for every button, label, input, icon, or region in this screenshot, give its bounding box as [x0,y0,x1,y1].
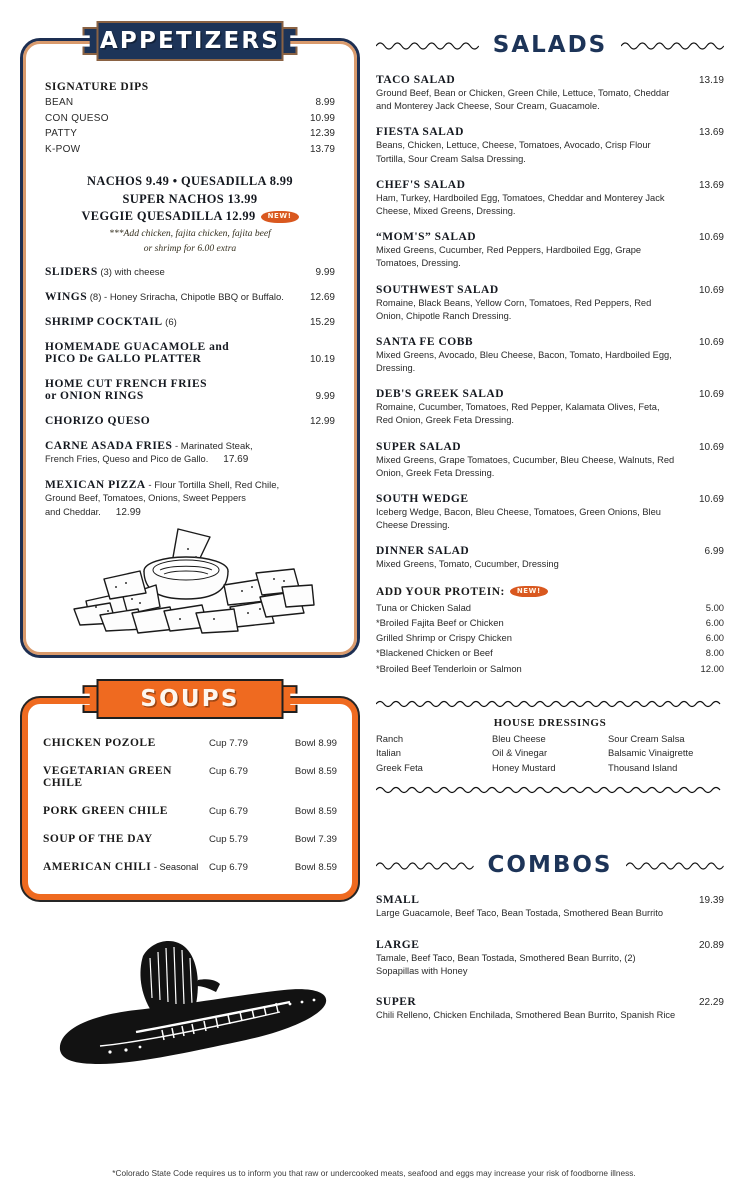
nachos-illustration-wrap [45,523,335,641]
item-subtitle: (8) - Honey Sriracha, Chipotle BBQ or Buffalo. [87,291,284,303]
dressing-item: Oil & Vinegar [492,747,548,759]
appetizers-ribbon [83,21,298,61]
item-name: SOUTH WEDGE [376,493,469,505]
protein-price: 6.00 [705,616,724,628]
soup-bowl-price: Bowl 8.99 [294,738,337,750]
menu-item [376,179,724,218]
item-name: SOUTHWEST SALAD [376,283,499,296]
soup-cup-price: Cup 6.79 [209,766,248,778]
item-description: Large Guacamole, Beef Taco, Bean Tostada, Smothered Bean Burrito [376,908,664,919]
item-price: 6.99 [704,546,724,558]
item-description: Mixed Greens, Grape Tomatoes, Cucumber, Bleu Cheese, Walnuts, Red Onion, Greek Feta Dressing. [376,454,675,478]
item-price: 12.69 [309,291,335,303]
appetizers-box [20,28,360,658]
item-description: Tamale, Beef Taco, Bean Tostada, Smothered Bean Burrito, (2) Sopapillas with Honey [376,952,636,976]
soup-row [43,833,337,845]
item-price: 17.69 [223,453,249,465]
item-description: Beans, Chicken, Lettuce, Cheese, Tomatoes, Avocado, Crisp Flour Tortilla, Sour Cream Salsa Dressing. [376,140,651,164]
item-name-wrap [45,316,295,328]
protein-row [376,615,724,630]
menu-item [376,493,724,532]
appetizers-section [20,28,360,658]
soups-title: SOUPS [140,686,240,713]
item-name: “MOM'S” SALAD [376,231,477,244]
soup-bowl-price: Bowl 8.59 [294,766,337,778]
item-name: CHORIZO QUESO [45,414,151,427]
item-price: 20.89 [698,939,724,951]
item-description: Mixed Greens, Cucumber, Red Peppers, Hardboiled Egg, Grape Tomatoes, Dressing. [376,245,642,269]
right-column [376,0,724,1035]
item-name: HOME CUT FRENCH FRIES [45,377,208,390]
item-name: LARGE [376,938,420,951]
menu-item [45,316,335,328]
soup-name: VEGETARIAN GREEN CHILE [43,765,172,790]
dip-name: BEAN [45,97,74,108]
soup-name: SOUP OF THE DAY [43,833,153,846]
dip-price: 8.99 [315,97,335,108]
item-subtitle: - Flour Tortilla Shell, Red Chile, [145,479,280,491]
soup-cup-price: Cup 5.79 [209,834,248,846]
item-name: SUPER SALAD [376,440,462,453]
house-dressings-heading: HOUSE DRESSINGS [493,716,607,729]
dressing-item: Ranch [376,732,404,744]
menu-item [45,341,335,365]
wave-rule-top [376,698,724,708]
item-price: 15.29 [309,316,335,328]
nachos-block [45,173,335,256]
item-subtitle: (3) with cheese [97,266,165,278]
ribbon-body [97,679,284,719]
nachos-note-1: ***Add chicken, fajita chicken, fajita beef [109,227,271,239]
soup-cup-price: Cup 6.79 [209,862,248,874]
salads-section [376,32,724,794]
house-dressings-grid [376,732,724,776]
ribbon-body [97,21,284,61]
new-badge: NEW! [261,211,299,223]
item-name-wrap [45,440,335,452]
dressing-item: Sour Cream Salsa [608,732,685,744]
wave-decoration-right [621,39,724,51]
dressing-item: Greek Feta [376,761,423,773]
item-price: 10.69 [698,336,724,348]
soups-ribbon [83,679,298,719]
soup-name-wrap [43,861,209,873]
item-subtitle: - Marinated Steak, [172,440,253,452]
item-subtitle: (6) [162,316,177,328]
menu-item [45,378,335,402]
menu-item [376,939,724,978]
item-name: SUPER [376,996,417,1009]
item-price: 10.69 [698,389,724,401]
protein-row [376,661,724,676]
menu-item [376,545,724,571]
item-price: 9.99 [315,266,335,278]
nachos-line-3-wrap [45,208,335,226]
soup-cup-price: Cup 7.79 [209,738,248,750]
item-name: SLIDERS [45,265,98,278]
menu-item [45,291,335,303]
add-protein-heading: ADD YOUR PROTEIN: [376,585,505,598]
dip-price: 13.79 [309,143,335,155]
dip-row [45,126,335,142]
menu-item [376,894,724,920]
item-price: 13.69 [698,127,724,139]
item-price: 10.69 [698,232,724,244]
dip-name: PATTY [45,128,78,139]
soup-name-wrap [43,765,209,789]
soup-name: AMERICAN CHILI [43,861,152,874]
menu-item [376,388,724,427]
menu-item [376,284,724,323]
protein-price: 5.00 [705,601,724,613]
menu-item [376,74,724,113]
protein-row [376,645,724,660]
menu-item [376,231,724,270]
item-price: 19.39 [698,895,724,907]
item-description: Chili Relleno, Chicken Enchilada, Smothered Bean Burrito, Spanish Rice [376,1010,676,1021]
dressing-item: Honey Mustard [492,761,556,773]
menu-item [45,479,335,519]
item-name: DEB'S GREEK SALAD [376,388,505,401]
soup-name-wrap [43,833,209,845]
combos-header [376,852,724,878]
appetizers-content [23,41,357,655]
soup-row [43,861,337,873]
wave-decoration-left [376,859,474,871]
item-name: SANTA FE COBB [376,335,474,348]
nachos-note-2: or shrimp for 6.00 extra [143,242,237,254]
protein-price: 8.00 [705,647,724,659]
item-name: HOMEMADE GUACAMOLE and [45,340,230,353]
item-price: 13.69 [698,179,724,191]
item-description: Ground Beef, Tomatoes, Onions, Sweet Peppers [45,492,246,503]
add-protein-group [376,586,724,676]
soups-box [20,686,360,902]
item-name: CARNE ASADA FRIES [45,439,173,452]
wave-decoration-right [626,859,724,871]
wave-decoration-left [376,39,479,51]
nachos-line-2: SUPER NACHOS 13.99 [122,191,258,206]
menu-item [376,996,724,1022]
protein-name: *Broiled Fajita Beef or Chicken [376,616,504,628]
protein-name: *Blackened Chicken or Beef [376,647,493,659]
dip-price: 12.39 [309,128,335,139]
item-price: 10.69 [698,284,724,296]
menu-item [376,336,724,375]
menu-item [376,126,724,165]
house-dressings-group [376,698,724,795]
soup-row [43,805,337,817]
sombrero-hat-illustration [40,928,340,1088]
item-description: Mixed Greens, Tomato, Cucumber, Dressing [376,559,559,570]
item-name-wrap [45,266,295,278]
add-protein-heading-wrap [376,586,724,598]
sombrero-illustration-wrap [20,928,360,1088]
item-name: FIESTA SALAD [376,126,464,139]
item-description: Romaine, Black Beans, Yellow Corn, Tomatoes, Red Peppers, Red Onion, Chipotle Ranch Dressing. [376,297,652,321]
new-badge: NEW! [510,586,548,598]
ribbon-tail-right [282,685,298,713]
item-name: PICO De GALLO PLATTER [45,352,202,365]
dressing-item: Thousand Island [608,761,678,773]
item-price: 10.19 [309,353,335,365]
soups-section [20,686,360,902]
dressings-column-1 [376,732,492,776]
item-name: CHEF'S SALAD [376,178,466,191]
item-price: 12.99 [115,507,141,519]
item-price: 9.99 [315,390,335,402]
combos-section [376,852,724,1022]
appetizers-title: APPETIZERS [99,28,281,54]
dip-row [45,95,335,111]
soup-subtitle: - Seasonal [151,862,199,873]
item-name: WINGS [45,290,88,303]
protein-row [376,600,724,615]
signature-dips-group [45,81,335,157]
item-name-wrap [45,479,335,491]
soup-name-wrap [43,805,209,817]
item-description: Ham, Turkey, Hardboiled Egg, Tomatoes, Cheddar and Monterey Jack Cheese, Mixed Greens, Dressing. [376,192,665,216]
soup-bowl-price: Bowl 7.39 [294,834,337,846]
item-name: or ONION RINGS [45,389,144,402]
soup-row [43,765,337,789]
soup-bowl-price: Bowl 8.59 [294,862,337,874]
item-price: 22.29 [698,997,724,1009]
combos-title: COMBOS [487,852,613,879]
menu-item [45,440,335,466]
protein-price: 6.00 [705,632,724,644]
salads-header [376,32,724,58]
soup-cup-price: Cup 6.79 [209,806,248,818]
salads-title: SALADS [492,32,608,58]
item-price: 10.69 [698,441,724,453]
item-description: Ground Beef, Bean or Chicken, Green Chile, Lettuce, Tomato, Cheddar and Monterey Jack Cheese, Sour Cream, Guacamole. [376,88,670,112]
dip-name: CON QUESO [45,112,109,124]
soup-name-wrap [43,737,209,749]
item-name: DINNER SALAD [376,545,470,558]
nachos-with-queso-illustration [60,523,320,641]
signature-dips-heading: SIGNATURE DIPS [45,81,149,93]
dip-row [45,142,335,158]
protein-row [376,630,724,645]
ribbon-tail-right [282,27,298,55]
item-name: SMALL [376,894,420,907]
menu-item [376,441,724,480]
protein-price: 12.00 [700,662,724,674]
dip-row [45,111,335,127]
item-price: 12.99 [309,415,335,427]
dressings-column-3 [608,732,724,776]
dressings-column-2 [492,732,608,776]
item-price: 10.69 [698,494,724,505]
nachos-line-3: VEGGIE QUESADILLA 12.99 [81,209,256,224]
protein-name: Tuna or Chicken Salad [376,601,472,613]
dip-name: K-POW [45,143,81,155]
protein-name: *Broiled Beef Tenderloin or Salmon [376,662,522,674]
footer-disclaimer: *Colorado State Code requires us to inform you that raw or undercooked meats, seafood and eggs may increase your risk of foodborne illness. [112,1168,636,1178]
item-name-wrap [45,291,295,303]
item-description: French Fries, Queso and Pico de Gallo. [45,453,209,464]
item-description-last-line: and Cheddar. [45,507,101,518]
left-column [20,0,360,1088]
wave-rule-bottom [376,784,724,794]
soup-name: CHICKEN POZOLE [43,737,156,750]
soup-bowl-price: Bowl 8.59 [294,806,337,818]
menu-item [45,415,335,427]
item-name: SHRIMP COCKTAIL [45,315,163,328]
item-description: Romaine, Cucumber, Tomatoes, Red Pepper, Kalamata Olives, Feta, Red Onion, Greek Feta Dressing. [376,402,660,426]
soup-name: PORK GREEN CHILE [43,805,168,818]
item-name: TACO SALAD [376,74,456,86]
dressing-item: Italian [376,747,402,759]
item-description: Mixed Greens, Avocado, Bleu Cheese, Bacon, Tomato, Hardboiled Egg, Dressing. [376,349,672,374]
soup-row [43,737,337,749]
protein-name: Grilled Shrimp or Crispy Chicken [376,632,512,644]
dressing-item: Balsamic Vinaigrette [608,747,694,759]
item-name: MEXICAN PIZZA [45,478,146,491]
item-price: 13.19 [698,75,724,86]
dip-price: 10.99 [309,112,335,124]
soups-content [23,699,357,899]
menu-item [45,266,335,278]
item-description: Iceberg Wedge, Bacon, Bleu Cheese, Tomatoes, Green Onions, Bleu Cheese Dressing. [376,507,661,531]
nachos-line-1: NACHOS 9.49 • QUESADILLA 8.99 [87,174,293,188]
dressing-item: Bleu Cheese [492,732,546,744]
